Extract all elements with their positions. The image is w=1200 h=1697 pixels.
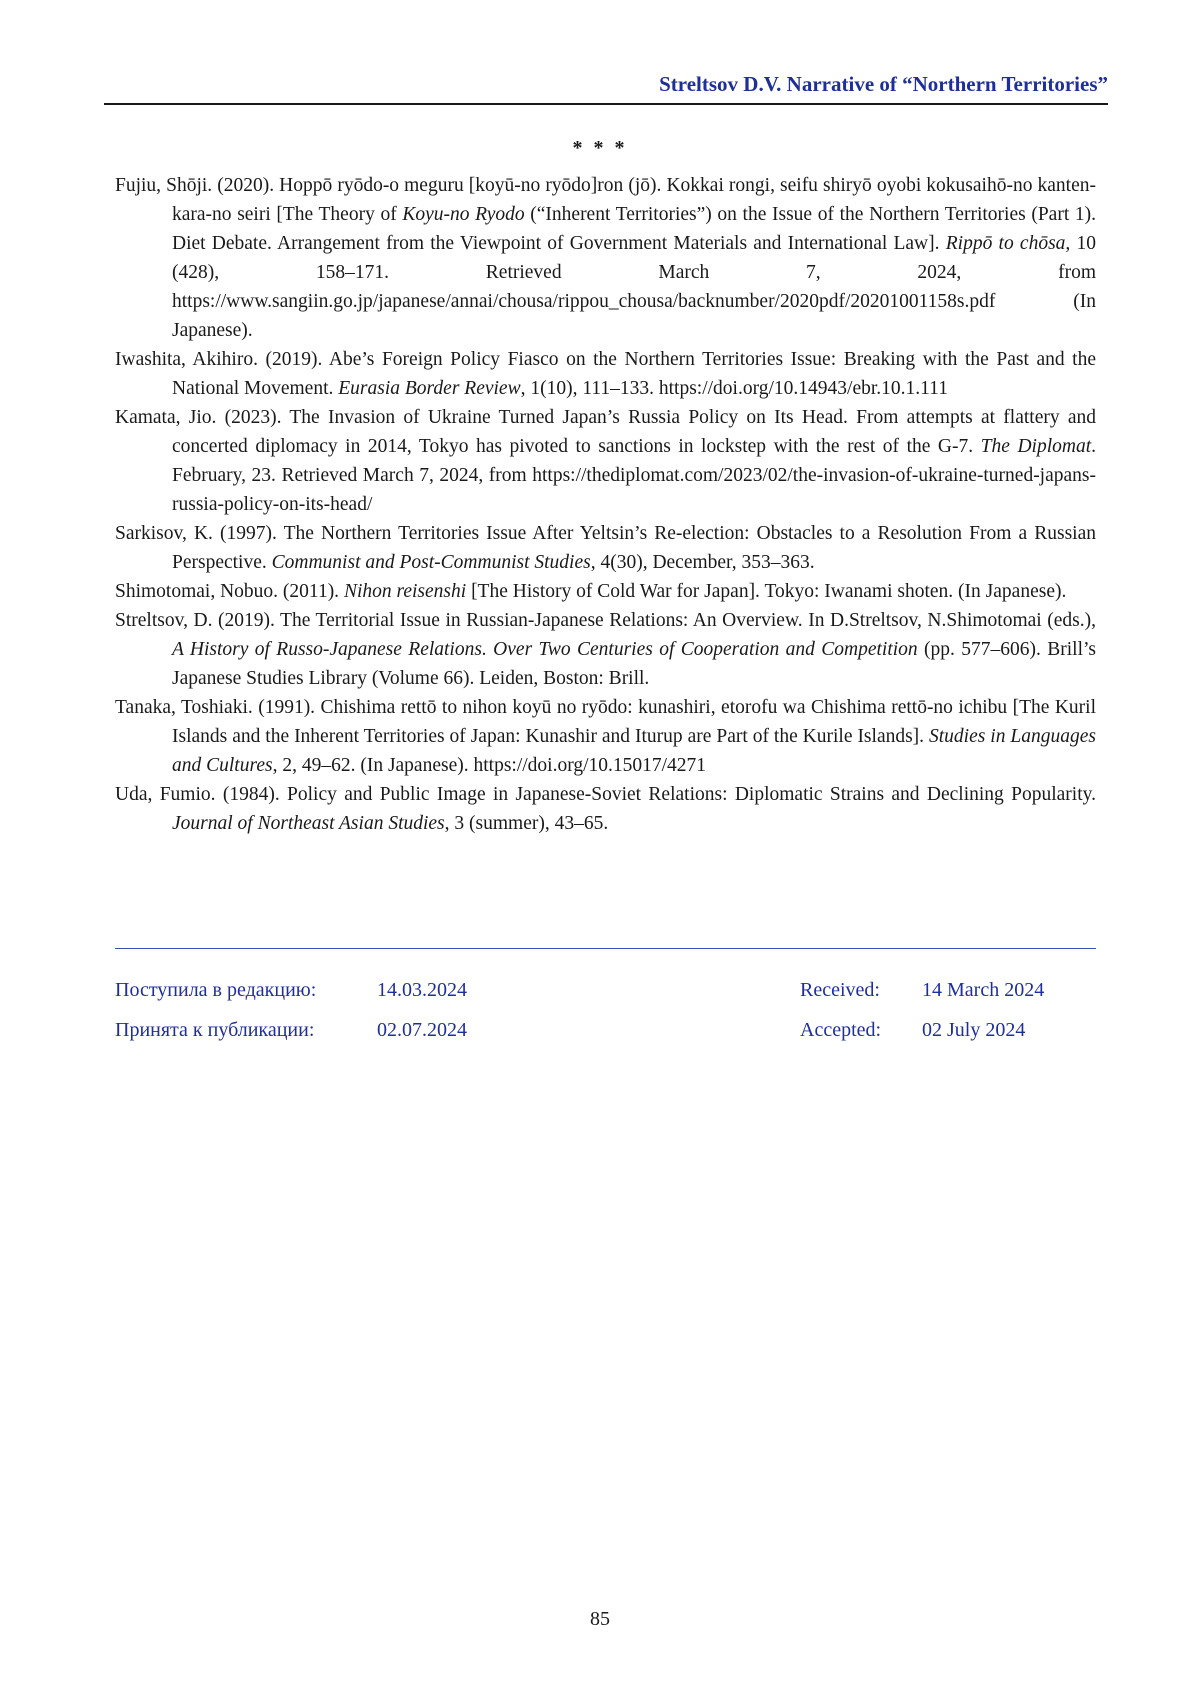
en-accepted-date: 02 July 2024: [922, 1019, 1026, 1041]
reference-text: (pp. 577–606). Brill’s Japanese Studies Library (Volume 66). Leiden, Boston: Brill.: [172, 639, 1096, 689]
running-head: Streltsov D.V. Narrative of “Northern Territories”: [659, 72, 1108, 96]
reference-text: , 1(10), 111–133. https://doi.org/10.14943/ebr.10.1.111: [520, 378, 948, 399]
reference-entry: [115, 606, 1096, 693]
reference-entry: [115, 345, 1096, 403]
reference-text: . February, 23. Retrieved March 7, 2024, from https://thediplomat.com/2023/02/the-invasion-of-ukraine-turned-japans-russia-policy-on-its-head/: [172, 436, 1096, 515]
reference-title-italic: Koyu-no Ryodo: [402, 204, 525, 225]
reference-title-italic: Nihon reisenshi: [343, 581, 467, 602]
reference-text: Iwashita, Akihiro. (2019). Abe’s Foreign Policy Fiasco on the Northern Territories Issue: Breaking with the Past and the National Movement.: [115, 349, 1096, 399]
reference-entry: [115, 519, 1096, 577]
reference-text: Uda, Fumio. (1984). Policy and Public Image in Japanese-Soviet Relations: Diplomatic Strains and Declining Popularity.: [115, 784, 1096, 805]
reference-title-italic: The Diplomat: [980, 436, 1092, 457]
en-accepted-label: Accepted:: [800, 1019, 882, 1041]
ru-accepted-date: 02.07.2024: [377, 1019, 467, 1041]
reference-text: , 4(30), December, 353–363.: [590, 552, 815, 573]
reference-title-italic: Rippō to chōsa,: [945, 233, 1071, 254]
reference-entry: [115, 171, 1096, 345]
reference-text: (“Inherent Territories”) on the Issue of the Northern Territories (Part 1). Diet Debate. Arrangement from the Viewpoint of Government Materials and International Law].: [172, 204, 1096, 254]
reference-title-italic: Communist and Post-Communist Studies: [271, 552, 591, 573]
reference-text: Shimotomai, Nobuo. (2011).: [115, 581, 344, 602]
en-received-label: Received:: [800, 979, 880, 1001]
reference-text: , 3 (summer), 43–65.: [444, 813, 609, 834]
reference-title-italic: A History of Russo-Japanese Relations. Over Two Centuries of Cooperation and Competition: [172, 639, 918, 660]
en-received-date: 14 March 2024: [922, 979, 1045, 1001]
page-number: 85: [590, 1608, 610, 1630]
reference-title-italic: Journal of Northeast Asian Studies: [172, 813, 445, 834]
reference-entry: [115, 693, 1096, 780]
ru-received-date: 14.03.2024: [377, 979, 467, 1001]
reference-list: [115, 171, 1096, 838]
reference-text: Tanaka, Toshiaki. (1991). Chishima rettō to nihon koyū no ryōdo: kunashiri, etorofu wa Chishima rettō-no ichibu [The Kuril Islands and the Inherent Territories of Japan: Kunashir and Iturup are Part of the Kurile Islands].: [115, 697, 1096, 747]
reference-entry: [115, 577, 1096, 606]
reference-title-italic: Eurasia Border Review: [338, 378, 521, 399]
reference-text: Sarkisov, K. (1997). The Northern Territories Issue After Yeltsin’s Re-election: Obstacles to a Resolution From a Russian Perspective.: [115, 523, 1096, 573]
reference-text: , 2, 49–62. (In Japanese). https://doi.org/10.15017/4271: [272, 755, 707, 776]
reference-text: 10 (428), 158–171. Retrieved March 7, 2024, from https://www.sangiin.go.jp/japanese/annai/chousa/rippou_chousa/backnumber/2020pdf/20201001158s.pdf (In Japanese).: [172, 233, 1096, 341]
reference-text: Fujiu, Shōji. (2020). Hoppō ryōdo-o meguru [koyū-no ryōdo]ron (jō). Kokkai rongi, seifu shiryō oyobi kokusaihō-no kanten-kara-no seiri [The Theory of: [115, 175, 1096, 225]
reference-text: Streltsov, D. (2019). The Territorial Issue in Russian-Japanese Relations: An Overview. In D.Streltsov, N.Shimotomai (eds.),: [115, 610, 1096, 631]
header-rule: [104, 103, 1108, 105]
reference-text: Kamata, Jio. (2023). The Invasion of Ukraine Turned Japan’s Russia Policy on Its Head. From attempts at flattery and concerted diplomacy in 2014, Tokyo has pivoted to sanctions in lockstep with the rest of the G-7.: [115, 407, 1096, 457]
reference-entry: [115, 780, 1096, 838]
ru-received-label: Поступила в редакцию:: [115, 979, 317, 1001]
reference-title-italic: Studies in Languages and Cultures: [172, 726, 1096, 776]
reference-entry: [115, 403, 1096, 519]
ru-accepted-label: Принята к публикации:: [115, 1019, 315, 1041]
reference-text: [The History of Cold War for Japan]. Tokyo: Iwanami shoten. (In Japanese).: [466, 581, 1067, 602]
footer-rule: [115, 948, 1096, 949]
section-separator: * * *: [572, 137, 628, 159]
